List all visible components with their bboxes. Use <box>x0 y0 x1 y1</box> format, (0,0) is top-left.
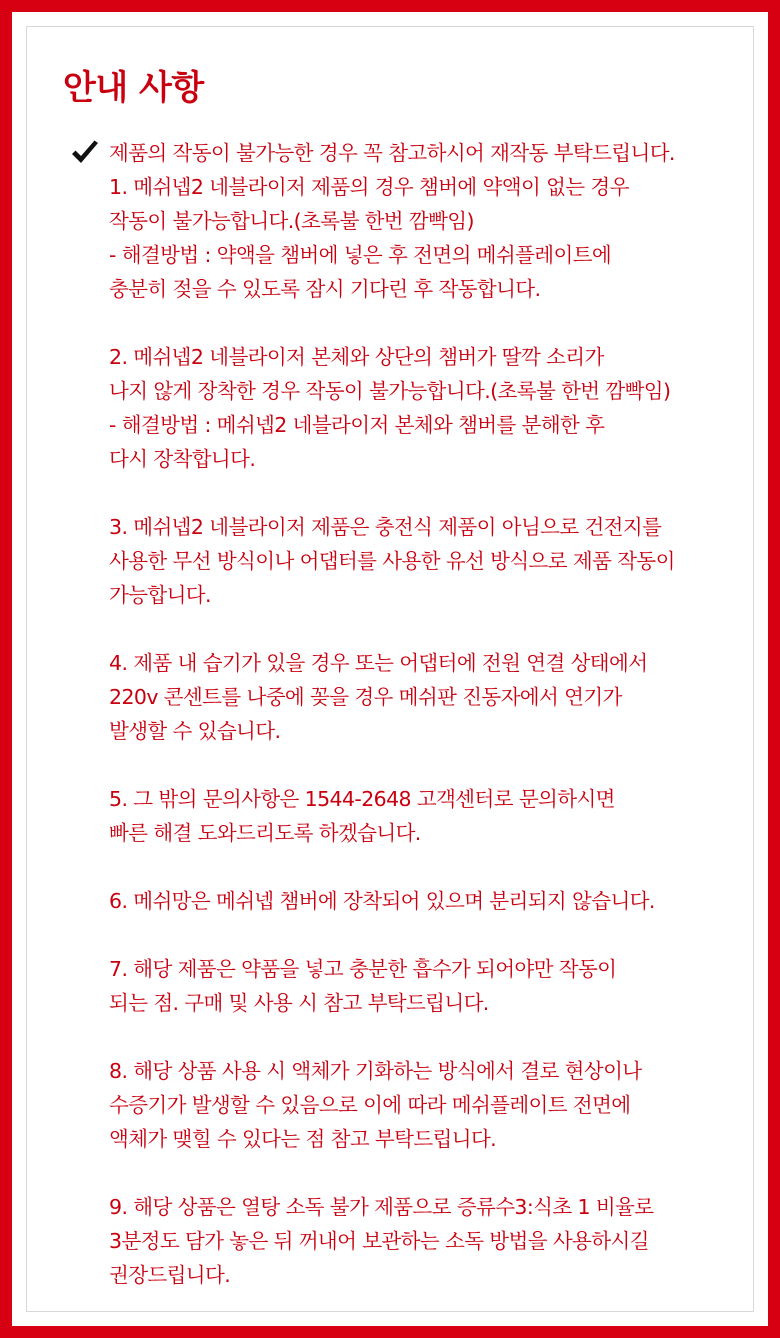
notice-line: 8. 해당 상품 사용 시 액체가 기화하는 방식에서 결로 현상이나 <box>109 1059 642 1083</box>
notice-line: 발생할 수 있습니다. <box>109 719 281 743</box>
notice-item-6 <box>109 884 780 918</box>
notice-item-8 <box>109 1054 780 1156</box>
spacer <box>109 476 780 510</box>
notice-item-2 <box>109 340 780 476</box>
spacer <box>109 612 780 646</box>
spacer <box>109 918 780 952</box>
notice-line: 6. 메쉬망은 메쉬넵 챔버에 장착되어 있으며 분리되지 않습니다. <box>109 889 655 913</box>
notice-line: 수증기가 발생할 수 있음으로 이에 따라 메쉬플레이트 전면에 <box>109 1093 631 1117</box>
notice-line: 액체가 맺힐 수 있다는 점 참고 부탁드립니다. <box>109 1127 497 1151</box>
spacer <box>109 1020 780 1054</box>
notice-line: 가능합니다. <box>109 583 211 607</box>
notice-line: 충분히 젖을 수 있도록 잠시 기다린 후 작동합니다. <box>109 277 541 301</box>
notice-line: 되는 점. 구매 및 사용 시 참고 부탁드립니다. <box>109 991 489 1015</box>
spacer <box>109 748 780 782</box>
notice-item-5 <box>109 782 780 850</box>
notice-line: 1. 메쉬넵2 네블라이저 제품의 경우 챔버에 약액이 없는 경우 <box>109 175 629 199</box>
checkmark-icon <box>70 140 100 166</box>
spacer <box>109 306 780 340</box>
notice-line: 220v 콘센트를 나중에 꽂을 경우 메쉬판 진동자에서 연기가 <box>109 685 622 709</box>
notice-line: - 해결방법 : 약액을 챔버에 넣은 후 전면의 메쉬플레이트에 <box>109 243 612 267</box>
notice-item-1 <box>109 170 780 306</box>
notice-content <box>109 136 780 1292</box>
notice-item-4 <box>109 646 780 748</box>
notice-line: 3분정도 담가 놓은 뒤 꺼내어 보관하는 소독 방법을 사용하시길 <box>109 1229 649 1253</box>
notice-line: 작동이 불가능합니다.(초록불 한번 깜빡임) <box>109 209 474 233</box>
notice-line: 7. 해당 제품은 약품을 넣고 충분한 흡수가 되어야만 작동이 <box>109 957 617 981</box>
notice-item-9 <box>109 1190 780 1292</box>
notice-title: 안내 사항 <box>63 68 204 108</box>
notice-intro: 제품의 작동이 불가능한 경우 꼭 참고하시어 재작동 부탁드립니다. <box>109 141 675 165</box>
notice-line: 나지 않게 장착한 경우 작동이 불가능합니다.(초록불 한번 깜빡임) <box>109 379 671 403</box>
spacer <box>109 1156 780 1190</box>
notice-item-3 <box>109 510 780 612</box>
notice-line: 권장드립니다. <box>109 1263 231 1287</box>
notice-line: 9. 해당 상품은 열탕 소독 불가 제품으로 증류수3:식초 1 비율로 <box>109 1195 654 1219</box>
notice-line: 4. 제품 내 습기가 있을 경우 또는 어댑터에 전원 연결 상태에서 <box>109 651 648 675</box>
notice-line: 빠른 해결 도와드리도록 하겠습니다. <box>109 821 421 845</box>
spacer <box>109 850 780 884</box>
notice-line: 2. 메쉬넵2 네블라이저 본체와 상단의 챔버가 딸깍 소리가 <box>109 345 604 369</box>
notice-line: 다시 장착합니다. <box>109 447 256 471</box>
notice-line: 5. 그 밖의 문의사항은 1544-2648 고객센터로 문의하시면 <box>109 787 615 811</box>
notice-line: - 해결방법 : 메쉬넵2 네블라이저 본체와 챔버를 분해한 후 <box>109 413 605 437</box>
notice-line: 3. 메쉬넵2 네블라이저 제품은 충전식 제품이 아님으로 건전지를 <box>109 515 662 539</box>
notice-line: 사용한 무선 방식이나 어댑터를 사용한 유선 방식으로 제품 작동이 <box>109 549 675 573</box>
notice-item-7 <box>109 952 780 1020</box>
